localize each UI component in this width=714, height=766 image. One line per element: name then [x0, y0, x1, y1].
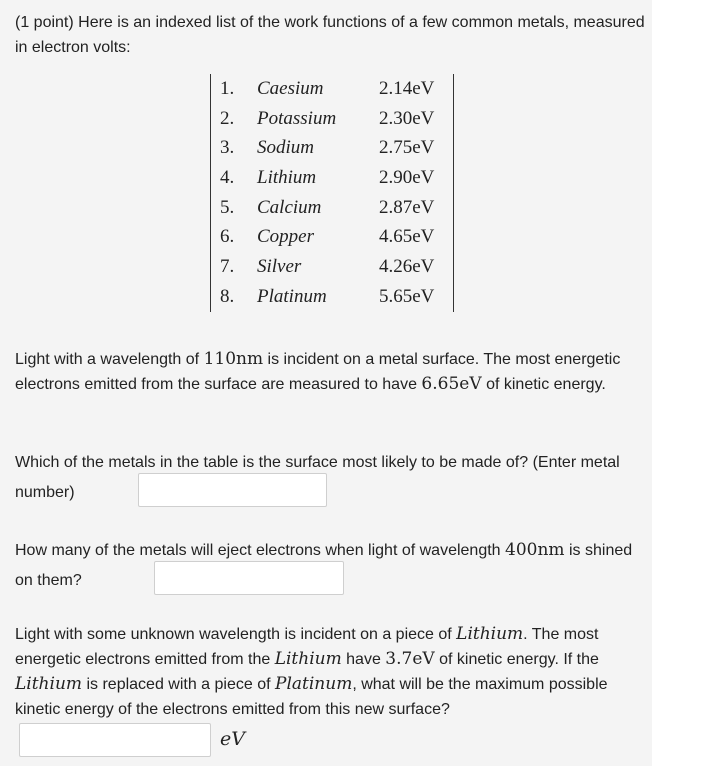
work-function: 2.14eV	[379, 78, 435, 99]
metal-number: 3.	[220, 137, 235, 159]
question-1-text: Which of the metals in the table is the surface most likely to be made of? (Enter metal number)	[15, 454, 620, 501]
answer-2-input[interactable]	[154, 561, 344, 595]
table-row	[211, 252, 453, 282]
metal-number: 6.	[220, 226, 235, 248]
table-row	[211, 74, 453, 104]
scenario-text: Light with a wavelength of 110nm is incident on a metal surface. The most energetic electrons emitted from the surface are measured to have 6.65eV of kinetic energy.	[15, 349, 621, 394]
answer-1-input[interactable]	[138, 473, 327, 507]
table-row	[211, 222, 453, 252]
metal-number: 1.	[220, 78, 235, 99]
unit-label: eV	[220, 728, 245, 750]
energy-value: 6.65eV	[421, 374, 482, 394]
metal-name: Lithium	[257, 167, 317, 189]
table-row	[211, 282, 453, 312]
metal-number: 2.	[220, 107, 235, 129]
table-row	[211, 133, 453, 163]
question-2-text: How many of the metals will eject electrons when light of wavelength 400nm is shined on them?	[15, 540, 633, 589]
metal-number: 5.	[220, 196, 235, 218]
metal-name: Platinum	[257, 285, 327, 307]
work-function: 2.90eV	[379, 167, 435, 189]
answer-3-input[interactable]	[19, 723, 211, 757]
table-row	[211, 193, 453, 223]
work-function: 2.30eV	[379, 107, 435, 129]
metal-name: Copper	[257, 226, 314, 248]
work-function: 4.26eV	[379, 256, 435, 278]
wavelength-value: 110nm	[203, 349, 264, 369]
work-function: 5.65eV	[379, 285, 435, 307]
metal-number: 7.	[220, 256, 235, 278]
metal-number: 4.	[220, 167, 235, 189]
metal-number: 8.	[220, 285, 235, 307]
work-function: 4.65eV	[379, 226, 435, 248]
wavelength-value: 400nm	[505, 540, 565, 560]
work-function-table	[210, 74, 454, 312]
metal-name: Calcium	[257, 196, 322, 218]
work-function: 2.87eV	[379, 196, 435, 218]
metal-name: Caesium	[257, 78, 324, 99]
metal-name: Silver	[257, 256, 302, 278]
metal-name: Potassium	[257, 107, 337, 129]
table-row	[211, 104, 453, 134]
table-row	[211, 163, 453, 193]
work-function: 2.75eV	[379, 137, 435, 159]
intro-text: (1 point) Here is an indexed list of the work functions of a few common metals, measured in electron volts:	[15, 14, 645, 56]
question-3-text: Light with some unknown wavelength is incident on a piece of Lithium. The most energetic electrons emitted from the Lithium have 3.7eV of kinetic energy. If the Lithium is replaced with a piece of Platinum, what will be the maximum possible kinetic energy of the electrons emitted from this new surface?	[15, 624, 608, 718]
metal-name: Sodium	[257, 137, 314, 159]
